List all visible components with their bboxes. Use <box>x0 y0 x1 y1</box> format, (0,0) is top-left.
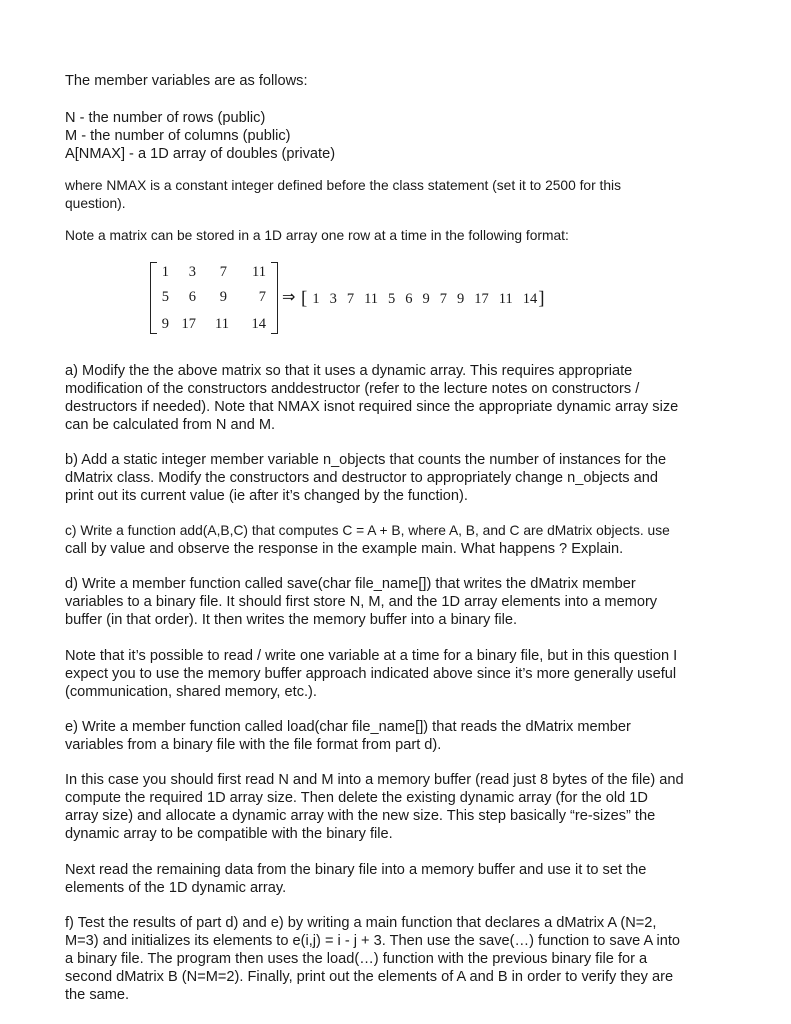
vector-right-bracket: ] <box>538 288 545 309</box>
vector-element: 11 <box>364 291 379 307</box>
matrix-cell: 7 <box>258 289 266 305</box>
vector-element: 11 <box>498 291 513 307</box>
implies-arrow-icon: ⇒ <box>282 287 296 306</box>
member-n: N - the number of rows (public) <box>65 110 266 126</box>
vector-left-bracket: [ <box>301 288 308 309</box>
part-c: c) Write a function add(A,B,C) that computes C = A + B, where A, B, and C are dMatrix objects. use call by value and observe the response in the example main. What happens ? Explain. <box>65 523 670 557</box>
matrix-right-bracket <box>271 262 278 334</box>
vector-element: 17 <box>474 291 489 307</box>
member-a: A[NMAX] - a 1D array of doubles (private) <box>65 146 336 162</box>
matrix-cell: 9 <box>161 316 169 332</box>
vector-element: 14 <box>522 291 538 307</box>
matrix-cell: 7 <box>219 264 227 280</box>
part-f: f) Test the results of part d) and e) by writing a main function that declares a dMatrix A (N=2, M=3) and initializes its elements to e(i,j) = i - j + 3. Then use the save(…) function to save A into a binary file. The program then uses the load(…) function with the previous binary file for a second dMatrix B (N=M=2). Finally, print out the elements of A and B in order to verify they are the same. <box>65 915 680 1003</box>
member-m: M - the number of columns (public) <box>65 128 291 144</box>
vector-element: 7 <box>346 291 355 307</box>
matrix-cell: 1 <box>161 264 169 280</box>
matrix-cell: 3 <box>188 264 196 280</box>
vector-element: 6 <box>405 291 413 307</box>
vector-element: 9 <box>422 291 430 307</box>
vector-element: 1 <box>312 291 320 307</box>
matrix-cell: 5 <box>161 289 169 305</box>
part-e: e) Write a member function called load(char file_name[]) that reads the dMatrix member variables from a binary file with the file format from part d). <box>65 719 631 753</box>
part-a: a) Modify the the above matrix so that it uses a dynamic array. This requires appropriate modification of the constructors anddestructor (refer to the lecture notes on constructors / destructors if needed). Note that NMAX isnot required since the appropriate dynamic array size can be calculated from N and M. <box>65 363 679 433</box>
vector-element: 5 <box>388 291 396 307</box>
part-e-next: Next read the remaining data from the binary file into a memory buffer and use it to set the elements of the 1D dynamic array. <box>65 862 647 896</box>
part-b: b) Add a static integer member variable n_objects that counts the number of instances for the dMatrix class. Modify the constructors and destructor to appropriately change n_objects and print out its current value (ie after it’s changed by the function). <box>65 452 667 504</box>
storage-note: Note a matrix can be stored in a 1D array one row at a time in the following format: <box>65 228 569 243</box>
members-heading: The member variables are as follows: <box>65 73 308 89</box>
part-d: d) Write a member function called save(char file_name[]) that writes the dMatrix member variables to a binary file. It should first store N, M, and the 1D array elements into a memory buffer (in that order). It then writes the memory buffer into a binary file. <box>65 576 658 628</box>
vector-element: 7 <box>439 291 448 307</box>
matrix-cell: 9 <box>219 289 227 305</box>
part-e-detail: In this case you should first read N and M into a memory buffer (read just 8 bytes of the file) and compute the required 1D array size. Then delete the existing dynamic array (for the old 1D array size) and allocate a dynamic array with the new size. This step basically “re-sizes” the dynamic array to be compatible with the binary file. <box>65 772 684 842</box>
flattened-vector <box>301 287 545 309</box>
matrix-cell: 17 <box>181 316 196 332</box>
part-d-note: Note that it’s possible to read / write one variable at a time for a binary file, but in this question I expect you to use the memory buffer approach indicated above since it’s more generally useful (communication, shared memory, etc.). <box>65 648 678 700</box>
matrix-example <box>150 262 630 336</box>
vector-element: 9 <box>457 291 465 307</box>
matrix-cell: 11 <box>252 264 266 280</box>
matrix-cell: 11 <box>215 316 229 332</box>
matrix-cell: 14 <box>251 316 266 332</box>
member-variable-list <box>65 109 730 163</box>
nmax-paragraph: where NMAX is a constant integer defined before the class statement (set it to 2500 for this question). <box>65 178 621 211</box>
matrix-cell: 6 <box>188 289 196 305</box>
vector-element: 3 <box>329 291 337 307</box>
